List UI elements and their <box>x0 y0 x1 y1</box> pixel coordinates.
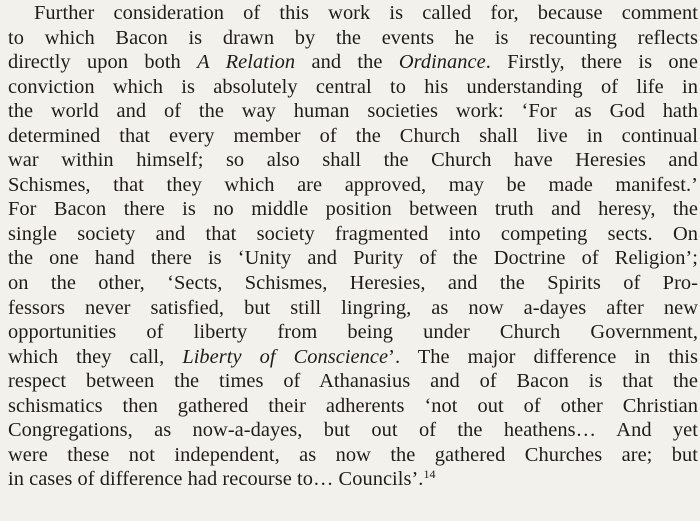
text-run: conviction which is absolutely central to his understanding of life in <box>8 75 698 98</box>
text-line <box>8 50 698 75</box>
text-run: the one hand there is ‘Unity and Purity of the Doctrine of Religion’; <box>8 247 698 270</box>
italic-title: Ordinance <box>398 51 486 74</box>
text-run: respect between the times of Athanasius and of Bacon is that the <box>8 370 698 393</box>
text-run: in cases of difference had recourse to… Councils’. <box>8 468 424 491</box>
text-run: Congregations, as now-a-dayes, but out of the heathens… And yet <box>8 419 698 442</box>
text-line <box>8 467 698 492</box>
text-line <box>8 1 698 26</box>
text-line <box>8 26 698 51</box>
text-run: to which Bacon is drawn by the events he is recounting reflects <box>8 26 698 49</box>
text-run: For Bacon there is no middle position between truth and heresy, the <box>8 198 698 221</box>
text-line <box>8 222 698 247</box>
text-run: determined that every member of the Church shall live in continual <box>8 124 698 147</box>
text-run: Further consideration of this work is called for, because comment <box>34 2 698 24</box>
text-run: war within himself; so also shall the Church have Heresies and <box>8 149 698 172</box>
text-line <box>8 296 698 321</box>
text-line <box>8 320 698 345</box>
text-line <box>8 173 698 198</box>
text-line <box>8 271 698 296</box>
text-run: ’. The major difference in this <box>388 345 699 368</box>
footnote-marker: 14 <box>423 467 436 482</box>
text-line <box>8 246 698 271</box>
text-line <box>8 75 698 100</box>
text-line <box>8 124 698 149</box>
text-run: fessors never satisfied, but still lingring, as now a-dayes after new <box>8 296 698 319</box>
body-paragraph <box>8 0 700 492</box>
text-run: on the other, ‘Sects, Schismes, Heresies, and the Spirits of Pro- <box>8 272 698 295</box>
text-line <box>8 148 698 173</box>
text-line <box>8 197 698 222</box>
italic-title: A Relation <box>197 51 296 74</box>
text-run: single society and that society fragmented into competing sects. On <box>8 222 698 245</box>
text-line <box>8 99 698 124</box>
text-line <box>8 418 698 443</box>
text-line <box>8 394 698 419</box>
text-run: the world and of the way human societies work: ‘For as God hath <box>8 100 698 123</box>
text-run: which they call, <box>8 345 183 368</box>
text-line <box>8 345 698 370</box>
text-line <box>8 443 698 468</box>
text-run: were these not independent, as now the gathered Churches are; but <box>8 443 698 466</box>
text-run: . Firstly, there is one <box>485 51 698 74</box>
italic-title: Liberty of Conscience <box>182 345 389 368</box>
text-run: opportunities of liberty from being under Church Government, <box>8 321 698 344</box>
text-run: Schismes, that they which are approved, may be made manifest.’ <box>8 173 698 196</box>
text-run: schismatics then gathered their adherents ‘not out of other Christian <box>8 394 698 417</box>
text-run: directly upon both <box>8 51 198 74</box>
text-line <box>8 369 698 394</box>
text-run: and the <box>295 51 399 74</box>
